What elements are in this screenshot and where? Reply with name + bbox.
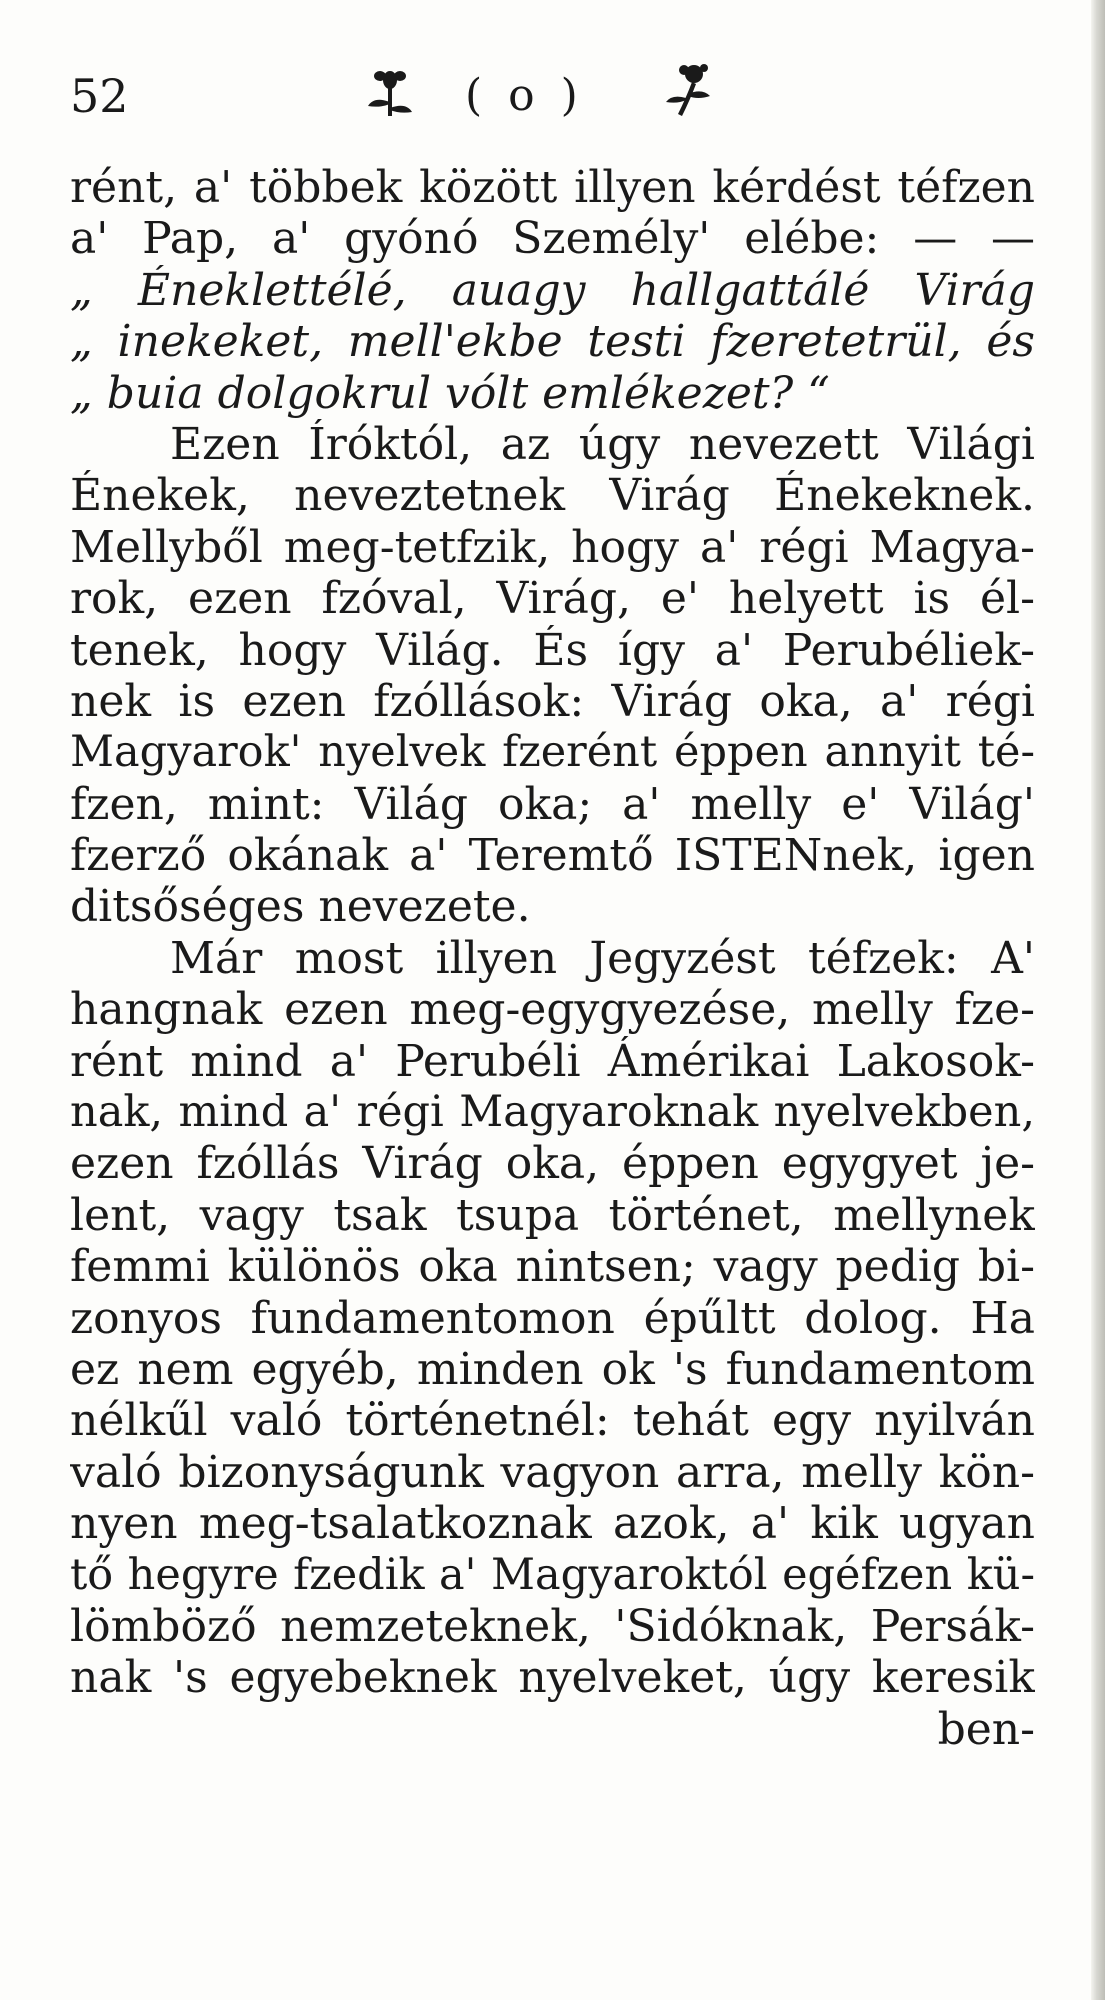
text-line: Már most illyen Jegyzést téfzek: A': [170, 932, 1035, 984]
text-line: Magyarok' nyelvek fzerént éppen annyit té-: [70, 727, 1035, 778]
text-line: a' Pap, a' gyónó Személy' elébe: — —: [70, 213, 1035, 265]
text-line: ditsőséges nevezete.: [70, 881, 531, 933]
text-line: ez nem egyéb, minden ok 's fundamentom: [70, 1343, 1035, 1395]
text-line: hangnak ezen meg-egygyezése, melly fze-: [70, 984, 1035, 1036]
flower-ornament-icon: [660, 58, 720, 128]
text-line: Ezen Íróktól, az úgy nevezett Világi: [170, 418, 1035, 470]
text-line: lent, vagy tsak tsupa történet, mellynek: [70, 1189, 1035, 1241]
text-line: nak, mind a' régi Magyaroknak nyelvekben,: [70, 1087, 1035, 1138]
text-line: nyen meg-tsalatkoznak azok, a' kik ugyan: [70, 1498, 1035, 1550]
binding-edge: [1091, 0, 1105, 2000]
text-line: femmi különös oka nintsen; vagy pedig bi-: [70, 1241, 1035, 1293]
text-line: nélkűl való történetnél: tehát egy nyilván: [70, 1395, 1035, 1447]
header-mark: ( o ): [465, 70, 584, 121]
text-line: Énekek, neveztetnek Virág Énekeknek.: [70, 470, 1035, 522]
catchword: ben-: [937, 1703, 1035, 1755]
italic-text: „ buia dolgokrul vólt emlékezet? “: [70, 367, 830, 419]
text-line: fzen, mint: Világ oka; a' melly e' Világ': [70, 778, 1035, 830]
text-line: lömböző nemzeteknek, 'Sidóknak, Persák-: [70, 1600, 1035, 1652]
text-line: rok, ezen fzóval, Virág, e' helyett is él-: [70, 573, 1035, 625]
text-line: tő hegyre fzedik a' Magyaroktól egéfzen kü-: [70, 1549, 1035, 1600]
body-text: [70, 162, 1035, 1755]
italic-text: „ Éneklettélé, auagy hallgattálé Virág: [70, 264, 1035, 316]
text-line: nak 's egyebeknek nyelveket, úgy keresik: [70, 1652, 1035, 1704]
flower-ornament-icon: [360, 58, 420, 128]
page-number: 52: [70, 69, 129, 123]
text-line: tenek, hogy Világ. És így a' Perubéliek-: [70, 624, 1035, 676]
running-header: [70, 58, 1030, 138]
text-line: rént mind a' Perubéli Ámérikai Lakosok-: [70, 1035, 1035, 1087]
text-line: rént, a' többek között illyen kérdést téfzen: [70, 162, 1035, 213]
text-line: nek is ezen fzóllások: Virág oka, a' régi: [70, 675, 1035, 727]
text-line: zonyos fundamentomon épűltt dolog. Ha: [70, 1292, 1035, 1344]
text-line: fzerző okának a' Teremtő ISTENnek, igen: [70, 830, 1035, 882]
text-line: Mellyből meg-tetfzik, hogy a' régi Magya-: [70, 521, 1035, 573]
text-line: való bizonyságunk vagyon arra, melly kön-: [70, 1446, 1035, 1498]
text-line: [70, 265, 1035, 316]
text-line: [70, 316, 1035, 367]
italic-text: „ inekeket, mell'ekbe testi fzeretetrül, és: [70, 316, 1035, 368]
text-line: [70, 368, 1035, 419]
text-line: ezen fzóllás Virág oka, éppen egygyet je-: [70, 1138, 1035, 1190]
